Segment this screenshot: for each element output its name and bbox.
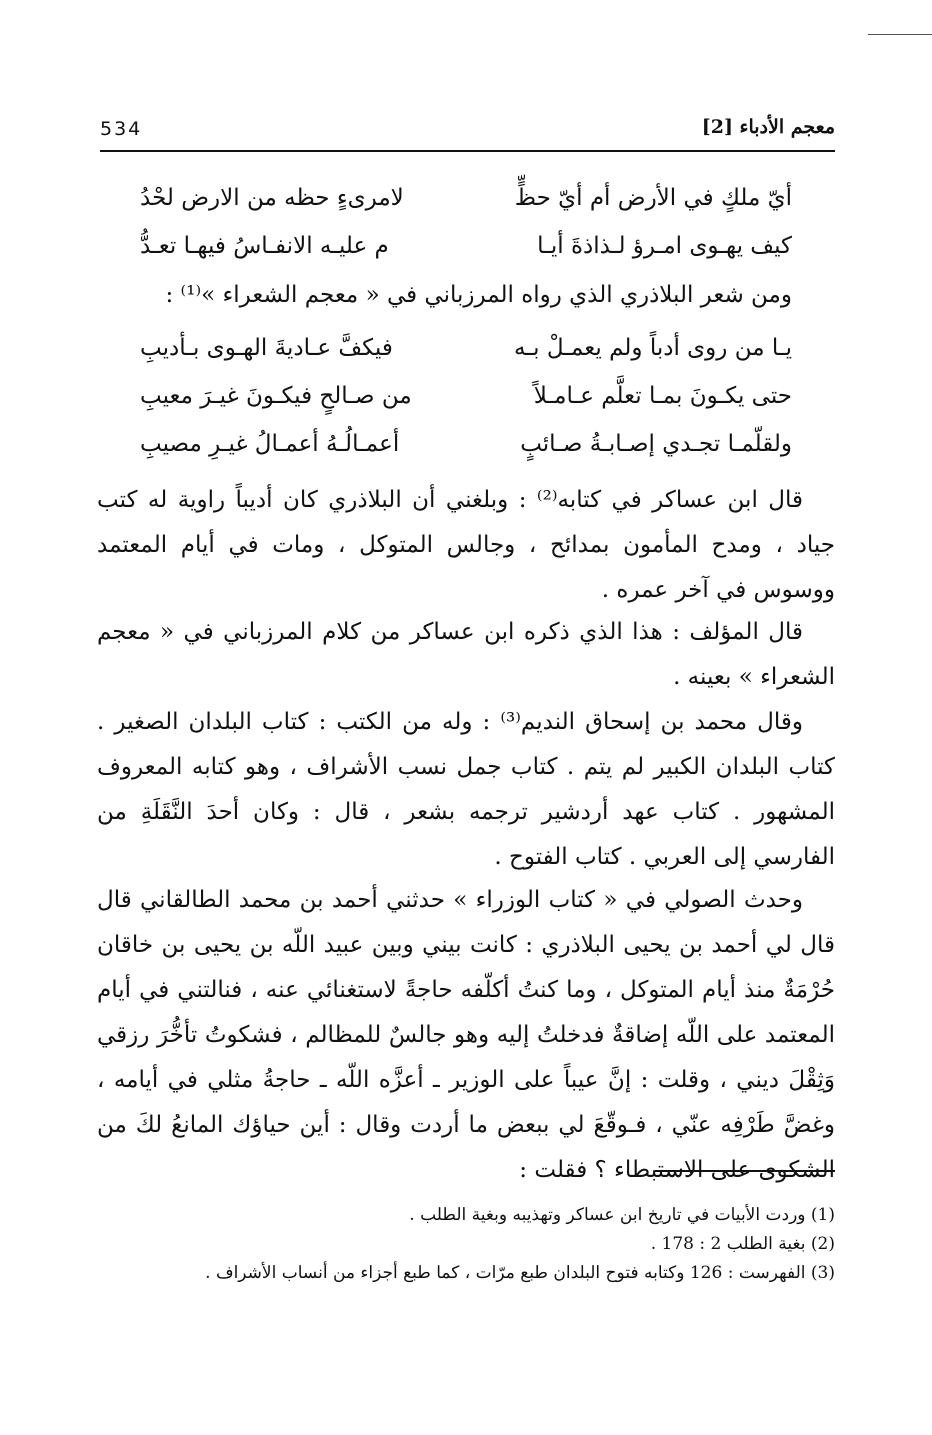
paragraph-ibn-asakir [97, 478, 835, 613]
first-hemistich: ولقلّمـا تجـدي إصـابـةُ صـائبٍ [520, 431, 792, 457]
verse-line [140, 185, 792, 233]
verse-line [140, 431, 792, 479]
verse-block-2 [140, 335, 792, 479]
second-hemistich: لامرىءٍ حظه من الارض لحْدُ [140, 185, 404, 211]
page-number: 534 [100, 118, 143, 140]
second-hemistich: فيكفَّ عـاديةَ الهـوى بـأديبِ [140, 335, 393, 361]
page-header [100, 114, 835, 152]
paragraph-author-note [97, 610, 835, 700]
paragraph-text: قال ابن عساكر في كتابه⁽²⁾ : وبلغني أن البلاذري كان أديباً راوية له كتب جياد ، ومدح المأمون بمدائح ، وجالس المتوكل ، ومات في أيام المعتمد ووسوس في آخر عمره . [97, 487, 835, 603]
footnote-1: (1) وردت الأبيات في تاريخ ابن عساكر وتهذيبه وبغية الطلب . [409, 1205, 835, 1225]
footnote-separator [655, 1170, 835, 1172]
first-hemistich: أيّ ملكٍ في الأرض أم أيّ حظٍّ [514, 185, 792, 211]
paragraph-text: وقال محمد بن إسحاق النديم⁽³⁾ : وله من الكتب : كتاب البلدان الصغير . كتاب البلدان الكبير لم يتم . كتاب جمل نسب الأشراف ، وهو كتابه المعروف المشهور . كتاب عهد أردشير ترجمه بشعر ، قال : وكان أحدَ النَّقَلَةِ من الفارسي إلى العربي . كتاب الفتوح . [97, 709, 835, 870]
verse-line [140, 233, 792, 281]
first-hemistich: يـا من روى أدباً ولم يعمـلْ بـه [514, 335, 792, 361]
paragraph-text: قال المؤلف : هذا الذي ذكره ابن عساكر من كلام المرزباني في « معجم الشعراء » بعينه . [97, 619, 835, 690]
first-hemistich: كيف يهـوى امـرؤ لـذاذةَ أيـا [537, 233, 792, 259]
verse-line [140, 383, 792, 431]
verse-intro-line: ومن شعر البلاذري الذي رواه المرزباني في « معجم الشعراء »⁽¹⁾ : [165, 282, 792, 308]
paragraph-suli-anecdote [97, 878, 835, 1193]
verse-block-1 [140, 185, 792, 281]
running-title: معجم الأدباء [2] [701, 116, 835, 138]
footnote-3: (3) الفهرست : 126 وكتابه فتوح البلدان طبع مرّات ، كما طبع أجزاء من أنساب الأشراف . [205, 1263, 835, 1283]
paragraph-nadim-books [97, 700, 835, 880]
second-hemistich: م عليـه الانفـاسُ فيهـا تعـدُّ [140, 233, 389, 259]
second-hemistich: أعمـالُـهُ أعمـالُ غيـرِ مصيبِ [140, 431, 400, 457]
paragraph-text: وحدث الصولي في « كتاب الوزراء » حدثني أحمد بن محمد الطالقاني قال قال لي أحمد بن يحيى البلاذري : كانت بيني وبين عبيد اللّه بن يحيى بن خاقان حُرْمَةٌ منذ أيام المتوكل ، وما كنتُ أكلّفه حاجةً لاستغنائي عنه ، فنالتني في أيام المعتمد على اللّه إضاقةٌ فدخلتُ إليه وهو جالسٌ للمظالم ، فشكوتُ تأخُّرَ رزقي وَثِقْلَ ديني ، وقلت : إنَّ عيباً على الوزير ـ أعزَّه اللّه ـ حاجةُ مثلي في أيامه ، وغضَّ طَرْفِه عنّي ، فـوقّعَ لي ببعض ما أردت وقال : أين حياؤك المانعُ لكَ من الشكوى على الاستبطاء ؟ فقلت : [97, 887, 835, 1183]
corner-rule [868, 34, 932, 35]
second-hemistich: من صـالحٍ فيكـونَ غيـرَ معيبِ [140, 383, 412, 409]
footnote-2: (2) بغية الطلب 2 : 178 . [650, 1234, 835, 1254]
first-hemistich: حتى يكـونَ بمـا تعلَّم عـامـلاً [533, 383, 792, 409]
footnotes [205, 1205, 835, 1292]
verse-line [140, 335, 792, 383]
